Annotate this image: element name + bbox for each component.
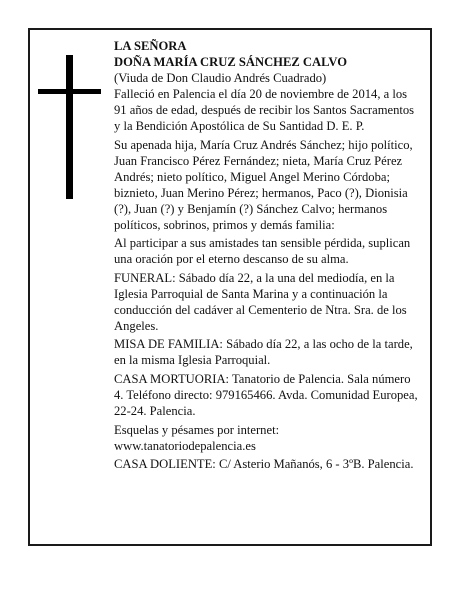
cross-icon-bar bbox=[38, 89, 101, 94]
title-line: LA SEÑORA bbox=[114, 39, 187, 53]
death-paragraph: Falleció en Palencia el día 20 de noviembre de 2014, a los 91 años de edad, después de recibir los Santos Sacramentos y la Bendición Apostólica de Su Santidad D. E. P. bbox=[114, 87, 415, 133]
request-paragraph: Al participar a sus amistades tan sensible pérdida, suplican una oración por el eterno descanso de su alma. bbox=[114, 236, 411, 267]
obituary-text bbox=[114, 38, 418, 475]
funeral-paragraph: FUNERAL: Sábado día 22, a la una del mediodía, en la Iglesia Parroquial de Santa Marina y a continuación la conducción del cadáver al Cementerio de Ntra. Sra. de los Angeles. bbox=[114, 270, 407, 333]
cross-icon bbox=[66, 55, 73, 199]
family-mass-paragraph: MISA DE FAMILIA: Sábado día 22, a las ocho de la tarde, en la misma Iglesia Parroquial. bbox=[114, 337, 413, 368]
family-paragraph: Su apenada hija, María Cruz Andrés Sánchez; hijo político, Juan Francisco Pérez Fernández; nieta, María Cruz Pérez Andrés; nieto político, Miguel Angel Merino Córdoba; biznieto, Juan Merino Pérez; hermanos, Paco (?), Dionisia (?), Juan (?) y Benjamín (?) Sánchez Calvo; hermanos políticos, sobrinos, primos y demás familia: bbox=[114, 137, 413, 232]
deceased-name: DOÑA MARÍA CRUZ SÁNCHEZ CALVO bbox=[114, 55, 347, 69]
mourning-house-paragraph: CASA DOLIENTE: C/ Asterio Mañanós, 6 - 3ºB. Palencia. bbox=[114, 457, 414, 472]
internet-paragraph: Esquelas y pésames por internet: www.tanatoriodepalencia.es bbox=[114, 422, 280, 453]
widow-note: (Viuda de Don Claudio Andrés Cuadrado) bbox=[114, 71, 327, 85]
funeral-home-paragraph: CASA MORTUORIA: Tanatorio de Palencia. Sala número 4. Teléfono directo: 979165466. Avda. Comunidad Europea, 22-24. Palencia. bbox=[114, 371, 418, 418]
